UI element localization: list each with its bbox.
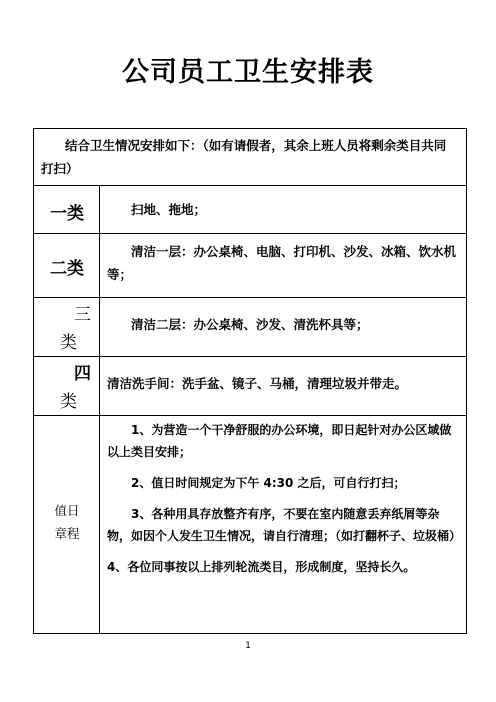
duty-rules [100,416,466,633]
category-content: 扫地、拖地； [131,202,207,217]
duty-rule: 3、各种用具存放整齐有序，不要在室内随意丢弃纸屑等杂物，如因个人发生卫生情况，请自行清理；（如打翻杯子、垃圾桶） [107,507,462,543]
intro-row [34,129,466,186]
category-label: 二类 [50,259,84,279]
category-content: 清洁二层：办公桌椅、沙发、清洗杯具等； [131,317,369,332]
duty-label: 值日 章程 [54,503,80,541]
category-content: 清洁洗手间：洗手盆、镜子、马桶，清理垃圾并带走。 [107,376,408,391]
page-number: 1 [245,641,251,651]
category-row-2 [34,234,466,298]
category-label-cell [34,186,100,233]
category-row-1 [34,186,466,234]
duty-rules-row [34,416,466,633]
category-label-part1: 三 [74,305,91,325]
category-label-part2: 类 [60,333,77,353]
category-label-part2: 类 [60,392,77,412]
category-label-cell [34,357,100,415]
category-row-3 [34,298,466,357]
category-label-cell [34,298,100,356]
duty-rule: 2、值日时间规定为下午 4:30 之后，可自行打扫； [131,476,406,490]
duty-rule: 4、各位同事按以上排列轮流类目，形成制度，坚持长久。 [107,560,416,574]
duty-label-cell [34,416,100,633]
category-row-4 [34,357,466,416]
category-label-part1: 四 [74,364,91,384]
category-label: 一类 [50,204,84,224]
page-title: 公司员工卫生安排表 [122,57,374,88]
category-label-cell [34,234,100,297]
intro-text: 结合卫生情况安排如下：（如有请假者，其余上班人员将剩余类目共同打扫） [41,138,447,176]
category-content: 清洁一层：办公桌椅、电脑、打印机、沙发、冰箱、饮水机等； [107,244,457,282]
schedule-table [33,128,467,634]
duty-rule: 1、为营造一个干净舒服的办公环境，即日起针对办公区域做以上类目安排； [107,423,452,459]
